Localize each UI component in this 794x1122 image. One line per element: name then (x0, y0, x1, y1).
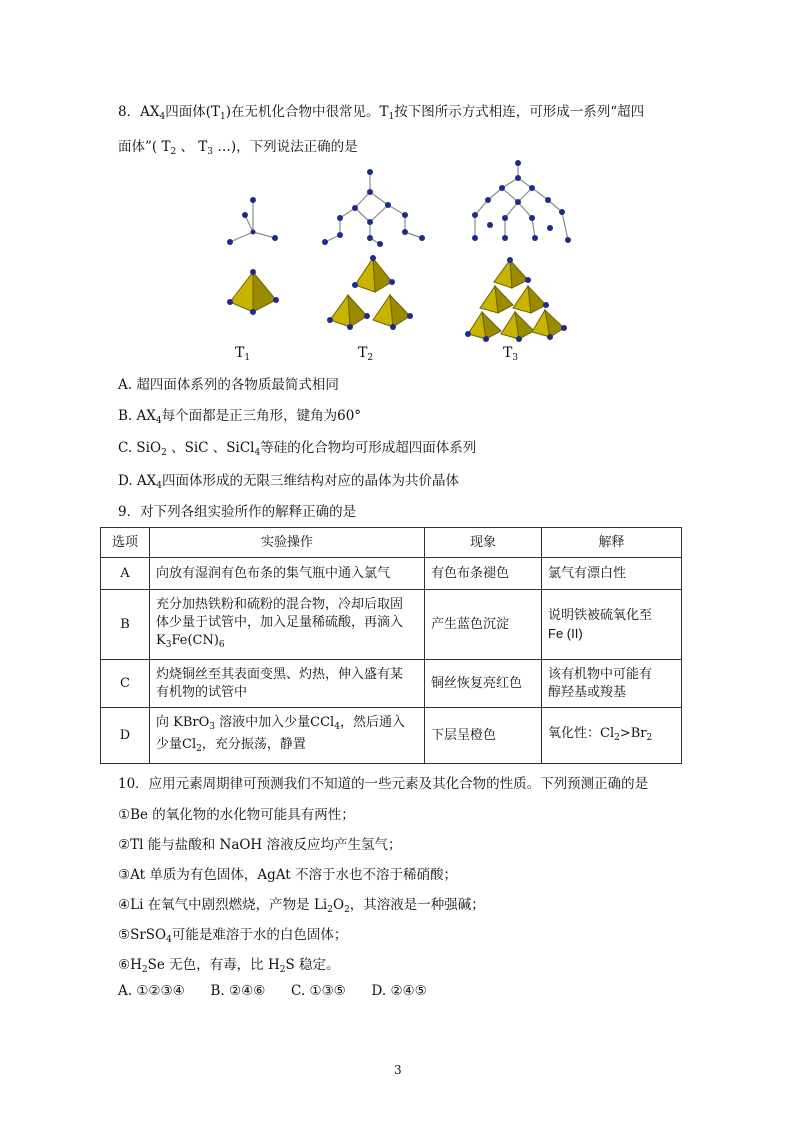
q9-table (100, 527, 682, 764)
row-a-operation: 向放有湿润有色布条的集气瓶中通入氯气 (150, 558, 425, 590)
q8-stem-line1: 8．$AX_4$四面体$(T_1)$在无机化合物中很常见。$T_1$按下图所示方式相连，可形成一系列“超四 (118, 104, 645, 122)
row-b-option: B (101, 590, 150, 660)
q10-stem: 10．应用元素周期律可预测我们不知道的一些元素及其化合物的性质。下列预测正确的是 (118, 776, 649, 792)
row-c-explanation: 该有机物中可能有 醇羟基或羧基 (542, 660, 682, 708)
supertetrahedron-figure (210, 160, 590, 345)
q10-item-3: ③At 单质为有色固体，AgAt 不溶于水也不溶于稀硝酸； (118, 867, 457, 883)
q8-option-d: D. $AX_4$四面体形成的无限三维结构对应的晶体为共价晶体 (118, 473, 460, 491)
row-b-operation: 充分加热铁粉和硫粉的混合物，冷却后取固 体少量于试管中，加入足量稀硫酸，再滴入 $K_3Fe(CN)_6$ (150, 590, 425, 660)
row-d-option: D (101, 708, 150, 764)
q10-item-5: ⑤SrSO$_4$可能是难溶于水的白色固体； (118, 927, 348, 945)
q8-option-c: C. SiO$_2$ 、SiC 、SiCl$_4$等硅的化合物均可形成超四面体系列 (118, 440, 477, 458)
row-d-phenomenon: 下层呈橙色 (425, 708, 542, 764)
row-b-explanation: 说明铁被硫氧化至 Fe (II) (542, 590, 682, 660)
row-a-phenomenon: 有色布条褪色 (425, 558, 542, 590)
row-c-operation: 灼烧铜丝至其表面变黑、灼热，伸入盛有某 有机物的试管中 (150, 660, 425, 708)
q8-stem-line2: 面体”( $T_2$ 、 $T_3$ …)，下列说法正确的是 (118, 139, 358, 157)
row-d-operation: 向 KBrO$_3$ 溶液中加入少量CCl$_4$，然后通入 少量$Cl_2$，充分振荡，静置 (150, 708, 425, 764)
label-t1: $T_1$ (235, 345, 251, 363)
q8-option-b: B. $AX_4$每个面都是正三角形，键角为60° (118, 408, 362, 426)
row-d-explanation: 氧化性：$Cl_2>Br_2$ (542, 708, 682, 764)
table-row (101, 558, 682, 590)
row-c-phenomenon: 铜丝恢复亮红色 (425, 660, 542, 708)
header-phenomenon: 现象 (425, 528, 542, 558)
table-row (101, 590, 682, 660)
q8-option-a: A. 超四面体系列的各物质最简式相同 (118, 377, 339, 393)
label-t3: $T_3$ (503, 345, 519, 363)
row-c-option: C (101, 660, 150, 708)
q10-item-6: $⑥H_2Se$ 无色，有毒，比 $H_2S$ 稳定。 (118, 957, 340, 975)
row-a-option: A (101, 558, 150, 590)
q10-item-4: ④Li 在氧气中剧烈燃烧，产物是 $Li_2O_2$，其溶液是一种强碱； (118, 897, 485, 915)
header-option: 选项 (101, 528, 150, 558)
table-header-row (101, 528, 682, 558)
row-a-explanation: 氯气有漂白性 (542, 558, 682, 590)
table-row (101, 660, 682, 708)
table-row (101, 708, 682, 764)
q10-item-2: ②Tl 能与盐酸和 NaOH 溶液反应均产生氢气； (118, 837, 402, 853)
row-b-phenomenon: 产生蓝色沉淀 (425, 590, 542, 660)
header-explanation: 解释 (542, 528, 682, 558)
label-t2: $T_2$ (358, 345, 374, 363)
header-operation: 实验操作 (150, 528, 425, 558)
page-number: 3 (394, 1063, 402, 1077)
q9-stem: 9．对下列各组实验所作的解释正确的是 (118, 504, 357, 520)
q10-options: A. ①②③④ B. ②④⑥ C. ①③⑤ D. ②④⑤ (118, 983, 427, 999)
q10-item-1: ①Be 的氧化物的水化物可能具有两性； (118, 807, 355, 823)
